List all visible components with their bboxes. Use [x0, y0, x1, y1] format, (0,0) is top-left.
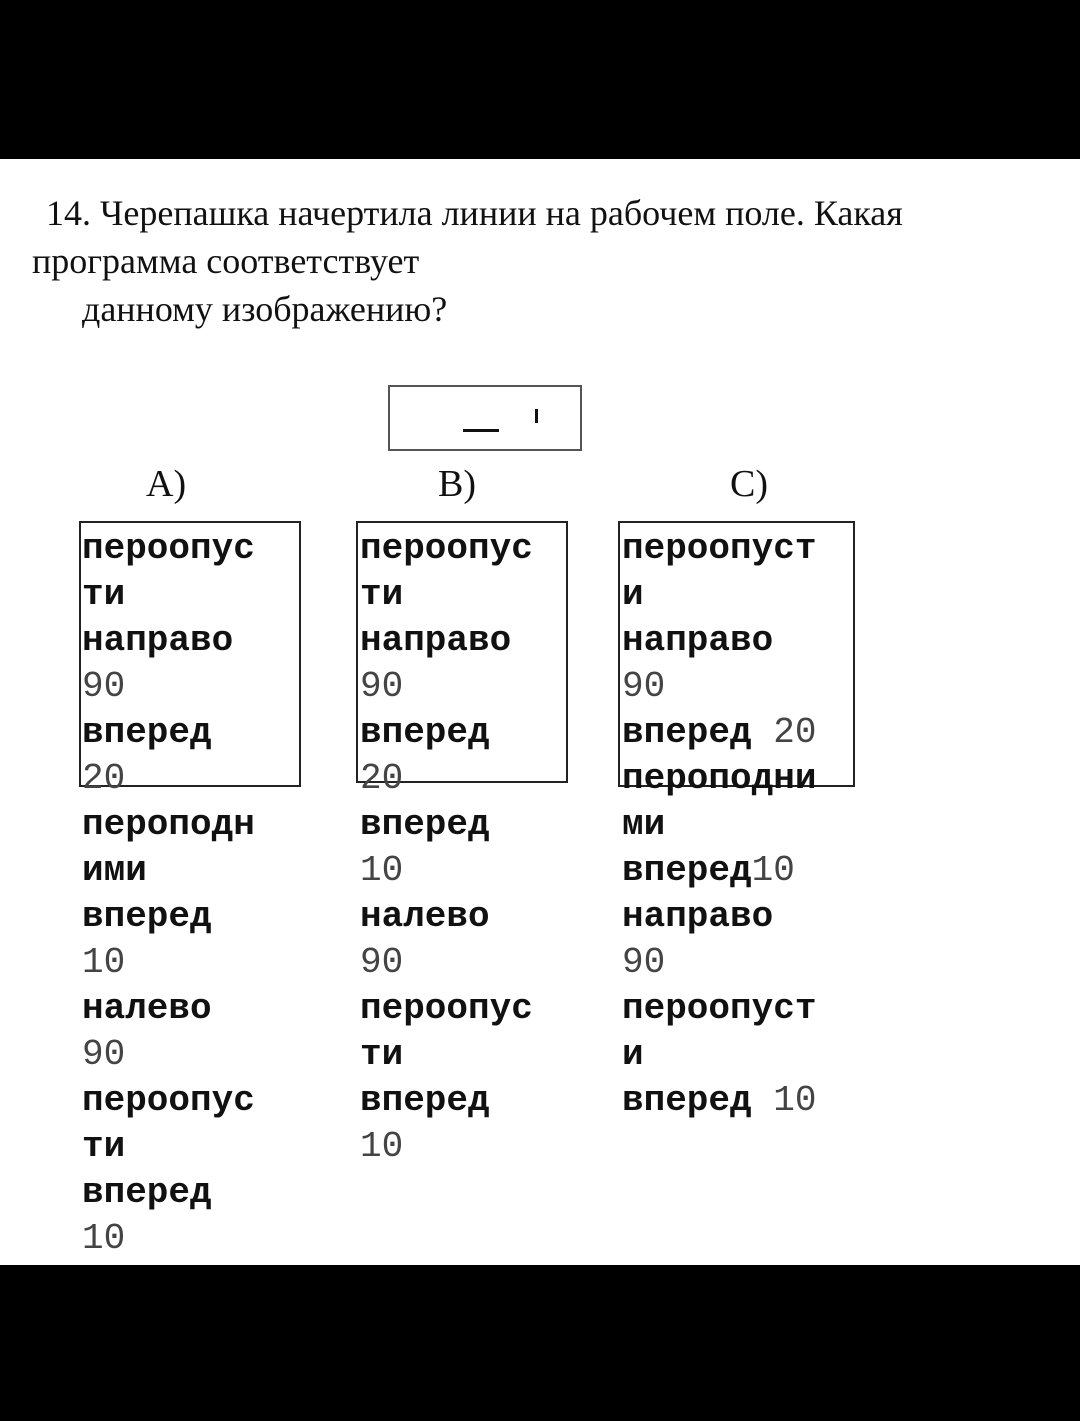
code-line: вперед — [82, 896, 212, 937]
question-text-line-3: данному изображению? — [82, 289, 448, 329]
code-line: пероопус — [360, 528, 533, 569]
question-text-line-2: программа соответствует — [32, 241, 420, 281]
option-a-label: A) — [146, 463, 187, 505]
code-line: 20 — [360, 758, 404, 799]
code-line: направо — [622, 620, 774, 661]
code-line: вперед — [360, 712, 490, 753]
turtle-field-picture — [388, 385, 582, 451]
drawn-vertical-line — [535, 409, 538, 423]
code-line: 10 — [751, 850, 795, 891]
code-line: ти — [82, 1126, 126, 1167]
code-line: 20 — [773, 712, 817, 753]
code-line: 20 — [82, 758, 126, 799]
option-c-label: C) — [730, 463, 768, 505]
code-line: пероопуст — [622, 988, 817, 1029]
code-line: 90 — [622, 666, 666, 707]
code-line: вперед — [82, 712, 212, 753]
question-text-line-1: 14. Черепашка начертила линии на рабочем поле. Какая — [46, 193, 903, 233]
code-line: ими — [82, 850, 147, 891]
code-line: ти — [360, 1034, 404, 1075]
code-line: 10 — [82, 1218, 126, 1259]
code-line: направо — [360, 620, 512, 661]
code-line: 90 — [360, 942, 404, 983]
code-line: пероопус — [82, 1080, 255, 1121]
code-line: вперед — [622, 1080, 752, 1121]
code-line: пероопуст — [622, 528, 817, 569]
option-c-program — [622, 526, 816, 1124]
code-line: 10 — [773, 1080, 817, 1121]
code-line: 10 — [82, 942, 126, 983]
option-b-label: B) — [438, 463, 476, 505]
code-line: направо — [622, 896, 774, 937]
code-line: 10 — [360, 850, 404, 891]
code-line: и — [622, 574, 644, 615]
code-line: вперед — [622, 850, 752, 891]
code-line: пероподн — [82, 804, 255, 845]
code-line: пероопус — [360, 988, 533, 1029]
code-line: 90 — [622, 942, 666, 983]
code-line: вперед — [622, 712, 752, 753]
code-line: направо — [82, 620, 234, 661]
code-line: пероопус — [82, 528, 255, 569]
drawn-horizontal-line — [463, 429, 499, 432]
code-line: пероподни — [622, 758, 817, 799]
option-b-program — [360, 526, 533, 1170]
code-line: ми — [622, 804, 666, 845]
code-line: вперед — [360, 1080, 490, 1121]
code-line: налево — [360, 896, 490, 937]
code-line: 10 — [360, 1126, 404, 1167]
code-line: 90 — [82, 1034, 126, 1075]
option-a-program — [82, 526, 255, 1262]
code-line: 90 — [360, 666, 404, 707]
code-line: ти — [360, 574, 404, 615]
code-line: ти — [82, 574, 126, 615]
code-line: вперед — [360, 804, 490, 845]
code-line: и — [622, 1034, 644, 1075]
code-line: вперед — [82, 1172, 212, 1213]
code-line: налево — [82, 988, 212, 1029]
code-line: 90 — [82, 666, 126, 707]
